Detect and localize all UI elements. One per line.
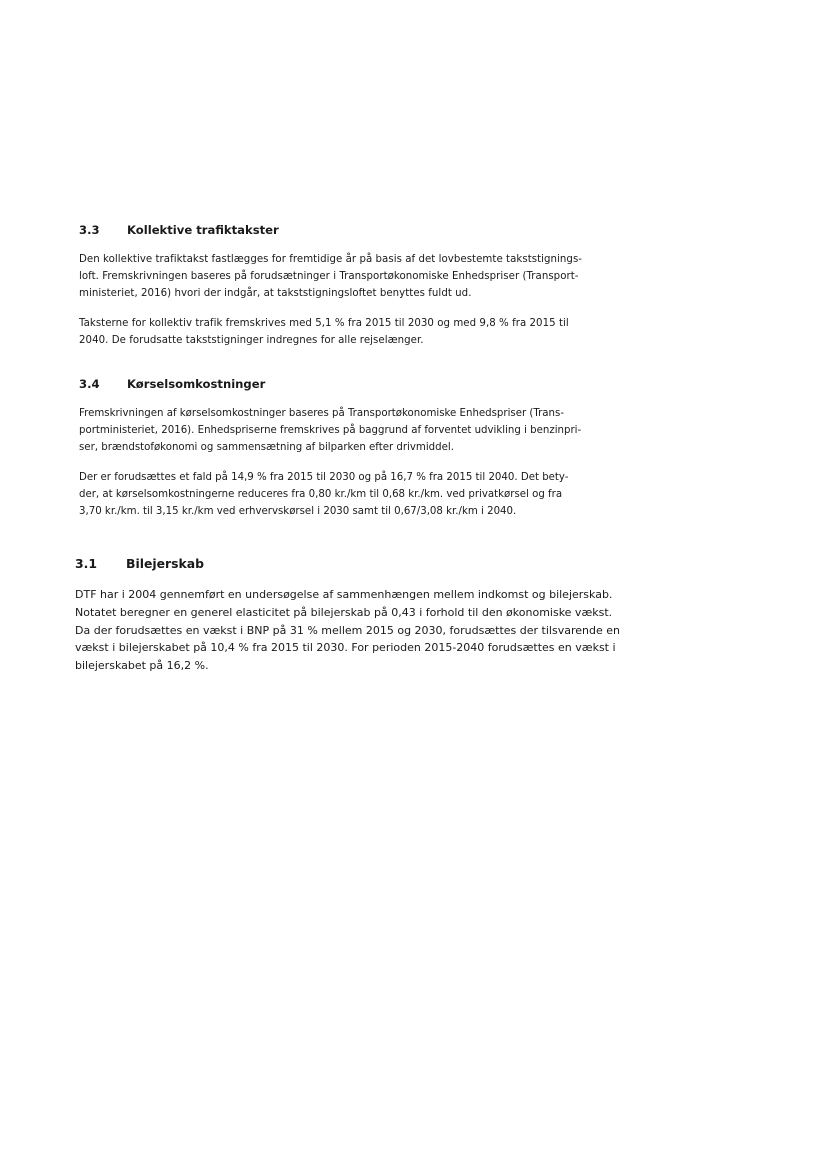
text-line: Fremskrivningen af kørselsomkostninger baseres på Transportøkonomiske Enhedspriser (Trans-	[79, 408, 564, 419]
section-title: Bilejerskab	[126, 556, 204, 571]
paragraph	[79, 469, 827, 520]
text-line: Taksterne for kollektiv trafik fremskrives med 5,1 % fra 2015 til 2030 og med 9,8 % fra 2015 til	[79, 318, 569, 329]
text-line: Notatet beregner en generel elasticitet på bilejerskab på 0,43 i forhold til den økonomiske vækst.	[75, 605, 613, 619]
section-koerselsomkostninger	[0, 377, 827, 520]
section-kollektive-trafiktakster	[0, 223, 827, 349]
text-line: Der er forudsættes et fald på 14,9 % fra 2015 til 2030 og på 16,7 % fra 2015 til 2040. Det bety-	[79, 472, 569, 483]
text-line: 2040. De forudsatte takststigninger indregnes for alle rejselænger.	[79, 335, 424, 346]
paragraph	[79, 315, 827, 349]
text-line: vækst i bilejerskabet på 10,4 % fra 2015 til 2030. For perioden 2015-2040 forudsættes en vækst i	[75, 641, 616, 655]
text-line: der, at kørselsomkostningerne reduceres fra 0,80 kr./km til 0,68 kr./km. ved privatkørsel og fra	[79, 489, 563, 500]
text-line: 3,70 kr./km. til 3,15 kr./km ved erhvervskørsel i 2030 samt til 0,67/3,08 kr./km i 2040.	[79, 506, 517, 517]
text-line: ministeriet, 2016) hvori der indgår, at takststigningsloftet benyttes fuldt ud.	[79, 288, 472, 299]
text-line: Den kollektive trafiktakst fastlægges for fremtidige år på basis af det lovbestemte takststignings-	[79, 254, 583, 265]
paragraph	[79, 405, 827, 456]
section-heading	[79, 223, 827, 238]
text-line: DTF har i 2004 gennemført en undersøgelse af sammenhængen mellem indkomst og bilejerskab.	[75, 588, 613, 601]
text-line: portministeriet, 2016). Enhedspriserne fremskrives på baggrund af forventet udvikling i benzinpri-	[79, 425, 582, 436]
section-number: 3.4	[79, 377, 100, 391]
section-title: Kørselsomkostninger	[127, 377, 266, 391]
section-number: 3.1	[75, 556, 97, 571]
paragraph	[79, 251, 827, 302]
section-number: 3.3	[79, 223, 100, 237]
section-title: Kollektive trafiktakster	[127, 223, 279, 237]
section-bilejerskab	[0, 556, 827, 675]
text-line: Da der forudsættes en vækst i BNP på 31 % mellem 2015 og 2030, forudsættes der tilsvarende en	[75, 623, 620, 637]
text-line: bilejerskabet på 16,2 %.	[75, 659, 209, 673]
text-line: loft. Fremskrivningen baseres på forudsætninger i Transportøkonomiske Enhedspriser (Transport-	[79, 271, 579, 282]
section-heading	[75, 556, 827, 571]
paragraph	[75, 586, 827, 675]
section-heading	[79, 377, 827, 392]
text-line: ser, brændstoføkonomi og sammensætning af bilparken efter drivmiddel.	[79, 442, 454, 453]
